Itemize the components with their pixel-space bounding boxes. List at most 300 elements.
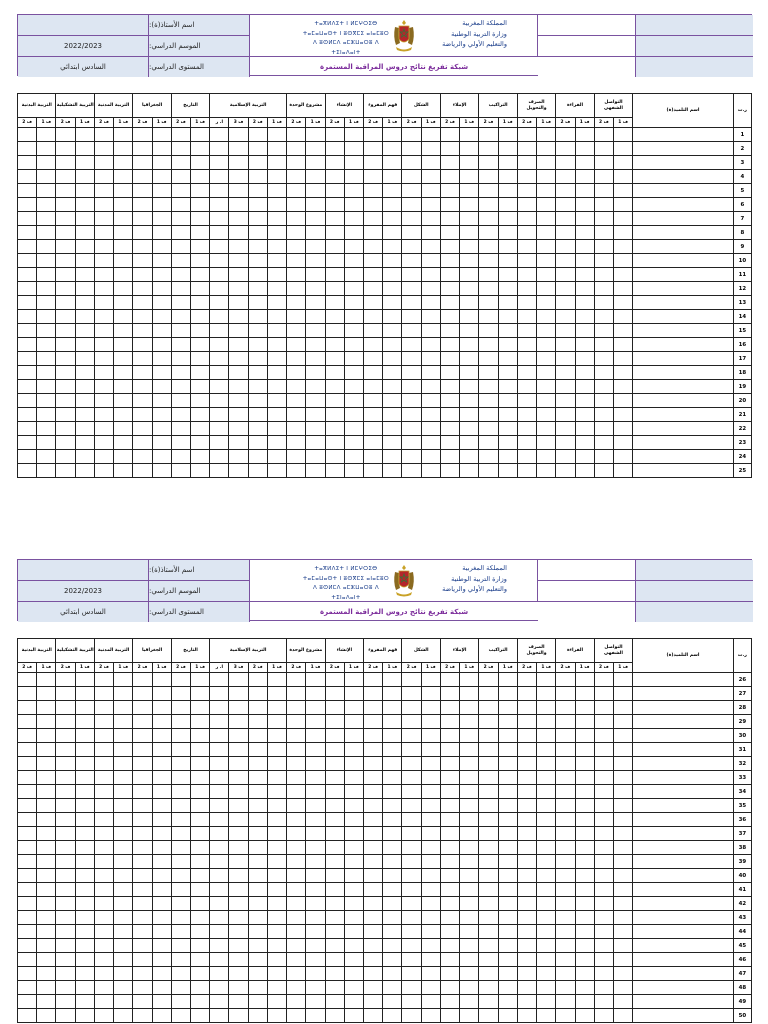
grade-cell[interactable] <box>556 869 575 883</box>
grade-cell[interactable] <box>248 254 267 268</box>
grade-cell[interactable] <box>575 156 594 170</box>
grade-cell[interactable] <box>18 464 37 478</box>
grade-cell[interactable] <box>191 184 210 198</box>
grade-cell[interactable] <box>287 925 306 939</box>
grade-cell[interactable] <box>421 212 440 226</box>
grade-cell[interactable] <box>575 268 594 282</box>
grade-cell[interactable] <box>114 799 133 813</box>
grade-cell[interactable] <box>383 184 402 198</box>
grade-cell[interactable] <box>191 673 210 687</box>
grade-cell[interactable] <box>460 380 479 394</box>
grade-cell[interactable] <box>383 212 402 226</box>
grade-cell[interactable] <box>344 198 363 212</box>
grade-cell[interactable] <box>191 785 210 799</box>
grade-cell[interactable] <box>191 310 210 324</box>
grade-cell[interactable] <box>613 352 632 366</box>
grade-cell[interactable] <box>75 338 94 352</box>
grade-cell[interactable] <box>229 729 248 743</box>
grade-cell[interactable] <box>94 967 113 981</box>
grade-cell[interactable] <box>18 268 37 282</box>
grade-cell[interactable] <box>460 198 479 212</box>
grade-cell[interactable] <box>344 743 363 757</box>
grade-cell[interactable] <box>383 841 402 855</box>
grade-cell[interactable] <box>575 128 594 142</box>
grade-cell[interactable] <box>75 240 94 254</box>
grade-cell[interactable] <box>114 450 133 464</box>
grade-cell[interactable] <box>325 673 344 687</box>
grade-cell[interactable] <box>421 701 440 715</box>
grade-cell[interactable] <box>460 296 479 310</box>
grade-cell[interactable] <box>114 841 133 855</box>
grade-cell[interactable] <box>613 184 632 198</box>
grade-cell[interactable] <box>306 757 325 771</box>
grade-cell[interactable] <box>440 128 459 142</box>
grade-cell[interactable] <box>440 785 459 799</box>
grade-cell[interactable] <box>191 911 210 925</box>
grade-cell[interactable] <box>37 869 56 883</box>
grade-cell[interactable] <box>267 939 286 953</box>
grade-cell[interactable] <box>171 212 190 226</box>
grade-cell[interactable] <box>114 254 133 268</box>
grade-cell[interactable] <box>517 897 536 911</box>
grade-cell[interactable] <box>114 394 133 408</box>
grade-cell[interactable] <box>210 338 229 352</box>
grade-cell[interactable] <box>287 296 306 310</box>
grade-cell[interactable] <box>421 785 440 799</box>
grade-cell[interactable] <box>114 897 133 911</box>
grade-cell[interactable] <box>248 673 267 687</box>
grade-cell[interactable] <box>517 142 536 156</box>
grade-cell[interactable] <box>537 673 556 687</box>
grade-cell[interactable] <box>210 184 229 198</box>
grade-cell[interactable] <box>364 352 383 366</box>
student-name-cell[interactable] <box>633 212 734 226</box>
grade-cell[interactable] <box>18 701 37 715</box>
grade-cell[interactable] <box>229 254 248 268</box>
grade-cell[interactable] <box>498 380 517 394</box>
grade-cell[interactable] <box>498 687 517 701</box>
grade-cell[interactable] <box>325 841 344 855</box>
grade-cell[interactable] <box>325 827 344 841</box>
grade-cell[interactable] <box>575 310 594 324</box>
grade-cell[interactable] <box>364 715 383 729</box>
grade-cell[interactable] <box>133 869 152 883</box>
grade-cell[interactable] <box>267 380 286 394</box>
grade-cell[interactable] <box>364 310 383 324</box>
grade-cell[interactable] <box>37 729 56 743</box>
grade-cell[interactable] <box>287 995 306 1009</box>
grade-cell[interactable] <box>517 408 536 422</box>
grade-cell[interactable] <box>171 827 190 841</box>
grade-cell[interactable] <box>37 799 56 813</box>
grade-cell[interactable] <box>171 953 190 967</box>
grade-cell[interactable] <box>479 422 498 436</box>
grade-cell[interactable] <box>191 953 210 967</box>
grade-cell[interactable] <box>94 254 113 268</box>
grade-cell[interactable] <box>210 757 229 771</box>
grade-cell[interactable] <box>114 925 133 939</box>
grade-cell[interactable] <box>229 827 248 841</box>
grade-cell[interactable] <box>18 897 37 911</box>
grade-cell[interactable] <box>210 743 229 757</box>
grade-cell[interactable] <box>133 226 152 240</box>
grade-cell[interactable] <box>287 757 306 771</box>
grade-cell[interactable] <box>267 156 286 170</box>
grade-cell[interactable] <box>517 296 536 310</box>
grade-cell[interactable] <box>575 995 594 1009</box>
grade-cell[interactable] <box>287 464 306 478</box>
grade-cell[interactable] <box>56 254 75 268</box>
grade-cell[interactable] <box>37 911 56 925</box>
grade-cell[interactable] <box>613 799 632 813</box>
grade-cell[interactable] <box>421 450 440 464</box>
grade-cell[interactable] <box>325 422 344 436</box>
grade-cell[interactable] <box>171 198 190 212</box>
grade-cell[interactable] <box>248 170 267 184</box>
grade-cell[interactable] <box>37 771 56 785</box>
grade-cell[interactable] <box>325 268 344 282</box>
grade-cell[interactable] <box>306 939 325 953</box>
grade-cell[interactable] <box>210 380 229 394</box>
grade-cell[interactable] <box>613 813 632 827</box>
grade-cell[interactable] <box>133 436 152 450</box>
grade-cell[interactable] <box>229 282 248 296</box>
grade-cell[interactable] <box>152 785 171 799</box>
grade-cell[interactable] <box>383 897 402 911</box>
grade-cell[interactable] <box>191 869 210 883</box>
grade-cell[interactable] <box>421 995 440 1009</box>
grade-cell[interactable] <box>517 366 536 380</box>
grade-cell[interactable] <box>364 408 383 422</box>
grade-cell[interactable] <box>364 1009 383 1023</box>
grade-cell[interactable] <box>37 282 56 296</box>
grade-cell[interactable] <box>75 422 94 436</box>
grade-cell[interactable] <box>56 785 75 799</box>
grade-cell[interactable] <box>364 981 383 995</box>
grade-cell[interactable] <box>37 1009 56 1023</box>
grade-cell[interactable] <box>383 408 402 422</box>
grade-cell[interactable] <box>402 827 421 841</box>
grade-cell[interactable] <box>479 953 498 967</box>
grade-cell[interactable] <box>556 785 575 799</box>
grade-cell[interactable] <box>210 156 229 170</box>
grade-cell[interactable] <box>575 352 594 366</box>
grade-cell[interactable] <box>37 170 56 184</box>
grade-cell[interactable] <box>364 701 383 715</box>
grade-cell[interactable] <box>18 939 37 953</box>
grade-cell[interactable] <box>37 212 56 226</box>
student-name-cell[interactable] <box>633 408 734 422</box>
grade-cell[interactable] <box>479 981 498 995</box>
grade-cell[interactable] <box>171 883 190 897</box>
grade-cell[interactable] <box>344 1009 363 1023</box>
grade-cell[interactable] <box>37 128 56 142</box>
grade-cell[interactable] <box>210 226 229 240</box>
grade-cell[interactable] <box>344 855 363 869</box>
grade-cell[interactable] <box>594 841 613 855</box>
grade-cell[interactable] <box>152 198 171 212</box>
grade-cell[interactable] <box>37 226 56 240</box>
grade-cell[interactable] <box>344 799 363 813</box>
grade-cell[interactable] <box>460 310 479 324</box>
grade-cell[interactable] <box>594 701 613 715</box>
grade-cell[interactable] <box>556 450 575 464</box>
grade-cell[interactable] <box>133 701 152 715</box>
grade-cell[interactable] <box>440 324 459 338</box>
grade-cell[interactable] <box>383 296 402 310</box>
grade-cell[interactable] <box>498 338 517 352</box>
teacher-value-field[interactable] <box>18 560 149 581</box>
grade-cell[interactable] <box>191 827 210 841</box>
grade-cell[interactable] <box>575 911 594 925</box>
grade-cell[interactable] <box>171 464 190 478</box>
grade-cell[interactable] <box>344 436 363 450</box>
grade-cell[interactable] <box>18 212 37 226</box>
grade-cell[interactable] <box>325 240 344 254</box>
grade-cell[interactable] <box>344 785 363 799</box>
grade-cell[interactable] <box>56 1009 75 1023</box>
grade-cell[interactable] <box>344 254 363 268</box>
grade-cell[interactable] <box>94 268 113 282</box>
grade-cell[interactable] <box>171 687 190 701</box>
grade-cell[interactable] <box>344 268 363 282</box>
grade-cell[interactable] <box>152 142 171 156</box>
grade-cell[interactable] <box>248 408 267 422</box>
grade-cell[interactable] <box>56 240 75 254</box>
grade-cell[interactable] <box>267 296 286 310</box>
grade-cell[interactable] <box>267 813 286 827</box>
grade-cell[interactable] <box>37 464 56 478</box>
grade-cell[interactable] <box>210 855 229 869</box>
grade-cell[interactable] <box>171 240 190 254</box>
grade-cell[interactable] <box>56 995 75 1009</box>
grade-cell[interactable] <box>75 939 94 953</box>
grade-cell[interactable] <box>460 170 479 184</box>
grade-cell[interactable] <box>248 268 267 282</box>
grade-cell[interactable] <box>306 673 325 687</box>
grade-cell[interactable] <box>267 170 286 184</box>
grade-cell[interactable] <box>575 967 594 981</box>
grade-cell[interactable] <box>267 673 286 687</box>
grade-cell[interactable] <box>248 422 267 436</box>
grade-cell[interactable] <box>537 142 556 156</box>
grade-cell[interactable] <box>37 240 56 254</box>
grade-cell[interactable] <box>114 436 133 450</box>
grade-cell[interactable] <box>133 981 152 995</box>
grade-cell[interactable] <box>152 436 171 450</box>
grade-cell[interactable] <box>575 687 594 701</box>
grade-cell[interactable] <box>402 352 421 366</box>
grade-cell[interactable] <box>537 422 556 436</box>
student-name-cell[interactable] <box>633 380 734 394</box>
grade-cell[interactable] <box>229 380 248 394</box>
grade-cell[interactable] <box>133 352 152 366</box>
student-name-cell[interactable] <box>633 240 734 254</box>
grade-cell[interactable] <box>594 771 613 785</box>
grade-cell[interactable] <box>325 785 344 799</box>
grade-cell[interactable] <box>556 212 575 226</box>
grade-cell[interactable] <box>56 394 75 408</box>
grade-cell[interactable] <box>575 226 594 240</box>
grade-cell[interactable] <box>248 394 267 408</box>
grade-cell[interactable] <box>171 757 190 771</box>
student-name-cell[interactable] <box>633 366 734 380</box>
grade-cell[interactable] <box>171 254 190 268</box>
grade-cell[interactable] <box>613 128 632 142</box>
grade-cell[interactable] <box>171 799 190 813</box>
grade-cell[interactable] <box>75 701 94 715</box>
grade-cell[interactable] <box>287 128 306 142</box>
grade-cell[interactable] <box>517 324 536 338</box>
student-name-cell[interactable] <box>633 897 734 911</box>
grade-cell[interactable] <box>537 282 556 296</box>
grade-cell[interactable] <box>75 156 94 170</box>
grade-cell[interactable] <box>517 268 536 282</box>
grade-cell[interactable] <box>460 743 479 757</box>
grade-cell[interactable] <box>344 673 363 687</box>
grade-cell[interactable] <box>191 897 210 911</box>
grade-cell[interactable] <box>613 953 632 967</box>
grade-cell[interactable] <box>75 282 94 296</box>
grade-cell[interactable] <box>402 436 421 450</box>
grade-cell[interactable] <box>556 995 575 1009</box>
grade-cell[interactable] <box>517 282 536 296</box>
grade-cell[interactable] <box>287 785 306 799</box>
grade-cell[interactable] <box>171 380 190 394</box>
grade-cell[interactable] <box>383 268 402 282</box>
grade-cell[interactable] <box>267 240 286 254</box>
grade-cell[interactable] <box>114 673 133 687</box>
grade-cell[interactable] <box>460 212 479 226</box>
grade-cell[interactable] <box>191 198 210 212</box>
grade-cell[interactable] <box>18 1009 37 1023</box>
grade-cell[interactable] <box>191 925 210 939</box>
grade-cell[interactable] <box>18 310 37 324</box>
grade-cell[interactable] <box>575 771 594 785</box>
student-name-cell[interactable] <box>633 855 734 869</box>
grade-cell[interactable] <box>287 841 306 855</box>
grade-cell[interactable] <box>94 939 113 953</box>
grade-cell[interactable] <box>383 380 402 394</box>
grade-cell[interactable] <box>37 953 56 967</box>
grade-cell[interactable] <box>402 338 421 352</box>
grade-cell[interactable] <box>114 827 133 841</box>
grade-cell[interactable] <box>94 366 113 380</box>
grade-cell[interactable] <box>460 156 479 170</box>
grade-cell[interactable] <box>152 673 171 687</box>
grade-cell[interactable] <box>306 366 325 380</box>
grade-cell[interactable] <box>75 729 94 743</box>
grade-cell[interactable] <box>210 897 229 911</box>
grade-cell[interactable] <box>75 967 94 981</box>
grade-cell[interactable] <box>133 757 152 771</box>
grade-cell[interactable] <box>191 240 210 254</box>
grade-cell[interactable] <box>594 184 613 198</box>
grade-cell[interactable] <box>114 883 133 897</box>
grade-cell[interactable] <box>402 701 421 715</box>
grade-cell[interactable] <box>325 408 344 422</box>
grade-cell[interactable] <box>537 855 556 869</box>
student-name-cell[interactable] <box>633 184 734 198</box>
grade-cell[interactable] <box>267 785 286 799</box>
grade-cell[interactable] <box>18 436 37 450</box>
grade-cell[interactable] <box>37 841 56 855</box>
grade-cell[interactable] <box>37 701 56 715</box>
grade-cell[interactable] <box>402 296 421 310</box>
grade-cell[interactable] <box>364 422 383 436</box>
grade-cell[interactable] <box>594 729 613 743</box>
grade-cell[interactable] <box>191 464 210 478</box>
grade-cell[interactable] <box>18 687 37 701</box>
grade-cell[interactable] <box>152 184 171 198</box>
grade-cell[interactable] <box>287 422 306 436</box>
grade-cell[interactable] <box>498 757 517 771</box>
grade-cell[interactable] <box>171 268 190 282</box>
grade-cell[interactable] <box>114 268 133 282</box>
grade-cell[interactable] <box>479 967 498 981</box>
student-name-cell[interactable] <box>633 156 734 170</box>
grade-cell[interactable] <box>537 813 556 827</box>
grade-cell[interactable] <box>613 1009 632 1023</box>
grade-cell[interactable] <box>421 799 440 813</box>
grade-cell[interactable] <box>114 813 133 827</box>
grade-cell[interactable] <box>383 254 402 268</box>
grade-cell[interactable] <box>402 240 421 254</box>
student-name-cell[interactable] <box>633 953 734 967</box>
grade-cell[interactable] <box>556 687 575 701</box>
grade-cell[interactable] <box>75 366 94 380</box>
grade-cell[interactable] <box>37 338 56 352</box>
grade-cell[interactable] <box>517 925 536 939</box>
grade-cell[interactable] <box>75 813 94 827</box>
grade-cell[interactable] <box>537 953 556 967</box>
grade-cell[interactable] <box>306 897 325 911</box>
grade-cell[interactable] <box>18 729 37 743</box>
grade-cell[interactable] <box>383 799 402 813</box>
grade-cell[interactable] <box>517 953 536 967</box>
grade-cell[interactable] <box>556 268 575 282</box>
grade-cell[interactable] <box>594 240 613 254</box>
grade-cell[interactable] <box>556 925 575 939</box>
grade-cell[interactable] <box>75 212 94 226</box>
grade-cell[interactable] <box>460 813 479 827</box>
grade-cell[interactable] <box>594 338 613 352</box>
grade-cell[interactable] <box>56 757 75 771</box>
grade-cell[interactable] <box>75 198 94 212</box>
student-name-cell[interactable] <box>633 757 734 771</box>
grade-cell[interactable] <box>94 310 113 324</box>
grade-cell[interactable] <box>229 226 248 240</box>
grade-cell[interactable] <box>460 268 479 282</box>
grade-cell[interactable] <box>287 156 306 170</box>
grade-cell[interactable] <box>344 366 363 380</box>
grade-cell[interactable] <box>517 701 536 715</box>
grade-cell[interactable] <box>421 324 440 338</box>
grade-cell[interactable] <box>613 673 632 687</box>
grade-cell[interactable] <box>460 701 479 715</box>
grade-cell[interactable] <box>517 785 536 799</box>
grade-cell[interactable] <box>94 198 113 212</box>
grade-cell[interactable] <box>421 813 440 827</box>
grade-cell[interactable] <box>306 128 325 142</box>
grade-cell[interactable] <box>229 855 248 869</box>
grade-cell[interactable] <box>383 240 402 254</box>
school-value-field[interactable] <box>538 602 636 622</box>
grade-cell[interactable] <box>133 212 152 226</box>
grade-cell[interactable] <box>18 422 37 436</box>
grade-cell[interactable] <box>94 282 113 296</box>
grade-cell[interactable] <box>402 939 421 953</box>
